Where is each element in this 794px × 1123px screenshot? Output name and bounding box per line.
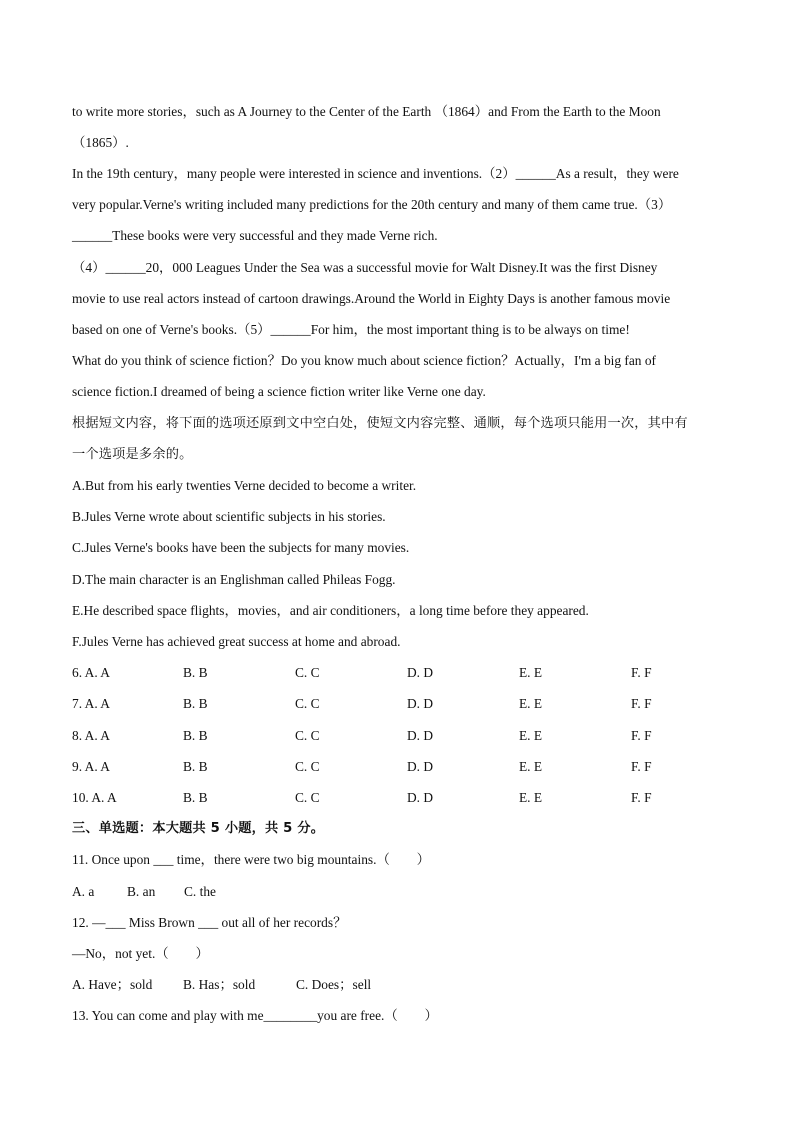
instruction-line: 一个选项是多余的。 [72,447,193,462]
answer-option[interactable]: E. E [519,696,543,711]
answer-option[interactable]: B. B [183,696,208,711]
answer-option[interactable]: D. D [407,696,434,711]
passage-line: based on one of Verne's books.（5）______For him，the most important thing is to be always on time! [72,322,630,337]
passage-line: ______These books were very successful and they made Verne rich. [72,228,438,243]
choice-c: C.Jules Verne's books have been the subjects for many movies. [72,540,410,555]
choice-a: A.But from his early twenties Verne decided to become a writer. [72,478,417,493]
answer-row-9 [72,758,672,776]
passage-line: to write more stories，such as A Journey to the Center of the Earth （1864）and From the Earth to the Moon [72,104,661,119]
answer-option[interactable]: B. an [127,884,156,899]
answer-option[interactable]: E. E [519,728,543,743]
answer-option[interactable]: A. a [72,884,95,899]
passage-line: very popular.Verne's writing included many predictions for the 20th century and many of them came true.（3） [72,197,672,212]
answer-row-8 [72,727,672,745]
choice-d: D.The main character is an Englishman called Phileas Fogg. [72,572,396,587]
answer-option[interactable]: 6. A. A [72,665,110,680]
answer-row-10 [72,789,672,807]
passage-line: （4）______20，000 Leagues Under the Sea was a successful movie for Walt Disney.It was the first Disney [72,260,658,275]
answer-option[interactable]: C. the [184,884,216,899]
passage-line: （1865）. [72,135,129,150]
answer-option[interactable]: B. B [183,728,208,743]
choice-f: F.Jules Verne has achieved great success at home and abroad. [72,634,401,649]
answer-option[interactable]: E. E [519,790,543,805]
question-11-stem: 11. Once upon ___ time，there were two big mountains.（ ） [72,852,431,867]
answer-option[interactable]: B. B [183,790,208,805]
answer-option[interactable]: C. Does；sell [296,977,372,992]
answer-option[interactable]: 7. A. A [72,696,110,711]
passage-line: What do you think of science fiction？Do you know much about science fiction？Actually，I'm a big fan of [72,353,657,368]
instruction-line: 根据短文内容，将下面的选项还原到文中空白处，使短文内容完整、通顺，每个选项只能用一次，其中有 [72,416,688,431]
answer-option[interactable]: 8. A. A [72,728,110,743]
answer-option[interactable]: F. F [631,728,652,743]
answer-option[interactable]: C. C [295,665,320,680]
answer-option[interactable]: D. D [407,728,434,743]
answer-option[interactable]: E. E [519,665,543,680]
answer-option[interactable]: 10. A. A [72,790,117,805]
choice-e: E.He described space flights，movies，and air conditioners，a long time before they appeared. [72,603,589,618]
choice-b: B.Jules Verne wrote about scientific subjects in his stories. [72,509,386,524]
answer-option[interactable]: F. F [631,759,652,774]
answer-option[interactable]: B. B [183,665,208,680]
answer-option[interactable]: D. D [407,665,434,680]
question-13-stem: 13. You can come and play with me________you are free.（ ） [72,1008,438,1023]
answer-option[interactable]: B. Has；sold [183,977,256,992]
answer-row-7 [72,695,672,713]
answer-option[interactable]: F. F [631,665,652,680]
passage-line: science fiction.I dreamed of being a science fiction writer like Verne one day. [72,384,486,399]
answer-option[interactable]: C. C [295,759,320,774]
question-12-stem: 12. —___ Miss Brown ___ out all of her records？ [72,915,347,930]
answer-option[interactable]: 9. A. A [72,759,110,774]
answer-option[interactable]: C. C [295,728,320,743]
answer-row-6 [72,664,672,682]
question-12-reply: —No，not yet.（ ） [72,946,209,961]
passage-line: movie to use real actors instead of cartoon drawings.Around the World in Eighty Days is another famous movie [72,291,671,306]
answer-option[interactable]: F. F [631,790,652,805]
answer-option[interactable]: E. E [519,759,543,774]
passage-line: In the 19th century，many people were interested in science and inventions.（2）______As a result，they were [72,166,679,181]
answer-option[interactable]: F. F [631,696,652,711]
answer-option[interactable]: C. C [295,790,320,805]
answer-option[interactable]: B. B [183,759,208,774]
answer-option[interactable]: A. Have；sold [72,977,153,992]
question-11-options [72,883,672,901]
answer-option[interactable]: C. C [295,696,320,711]
answer-option[interactable]: D. D [407,790,434,805]
section-heading: 三、单选题：本大题共 5 小题，共 5 分。 [72,821,325,836]
answer-option[interactable]: D. D [407,759,434,774]
question-12-options [72,976,672,994]
